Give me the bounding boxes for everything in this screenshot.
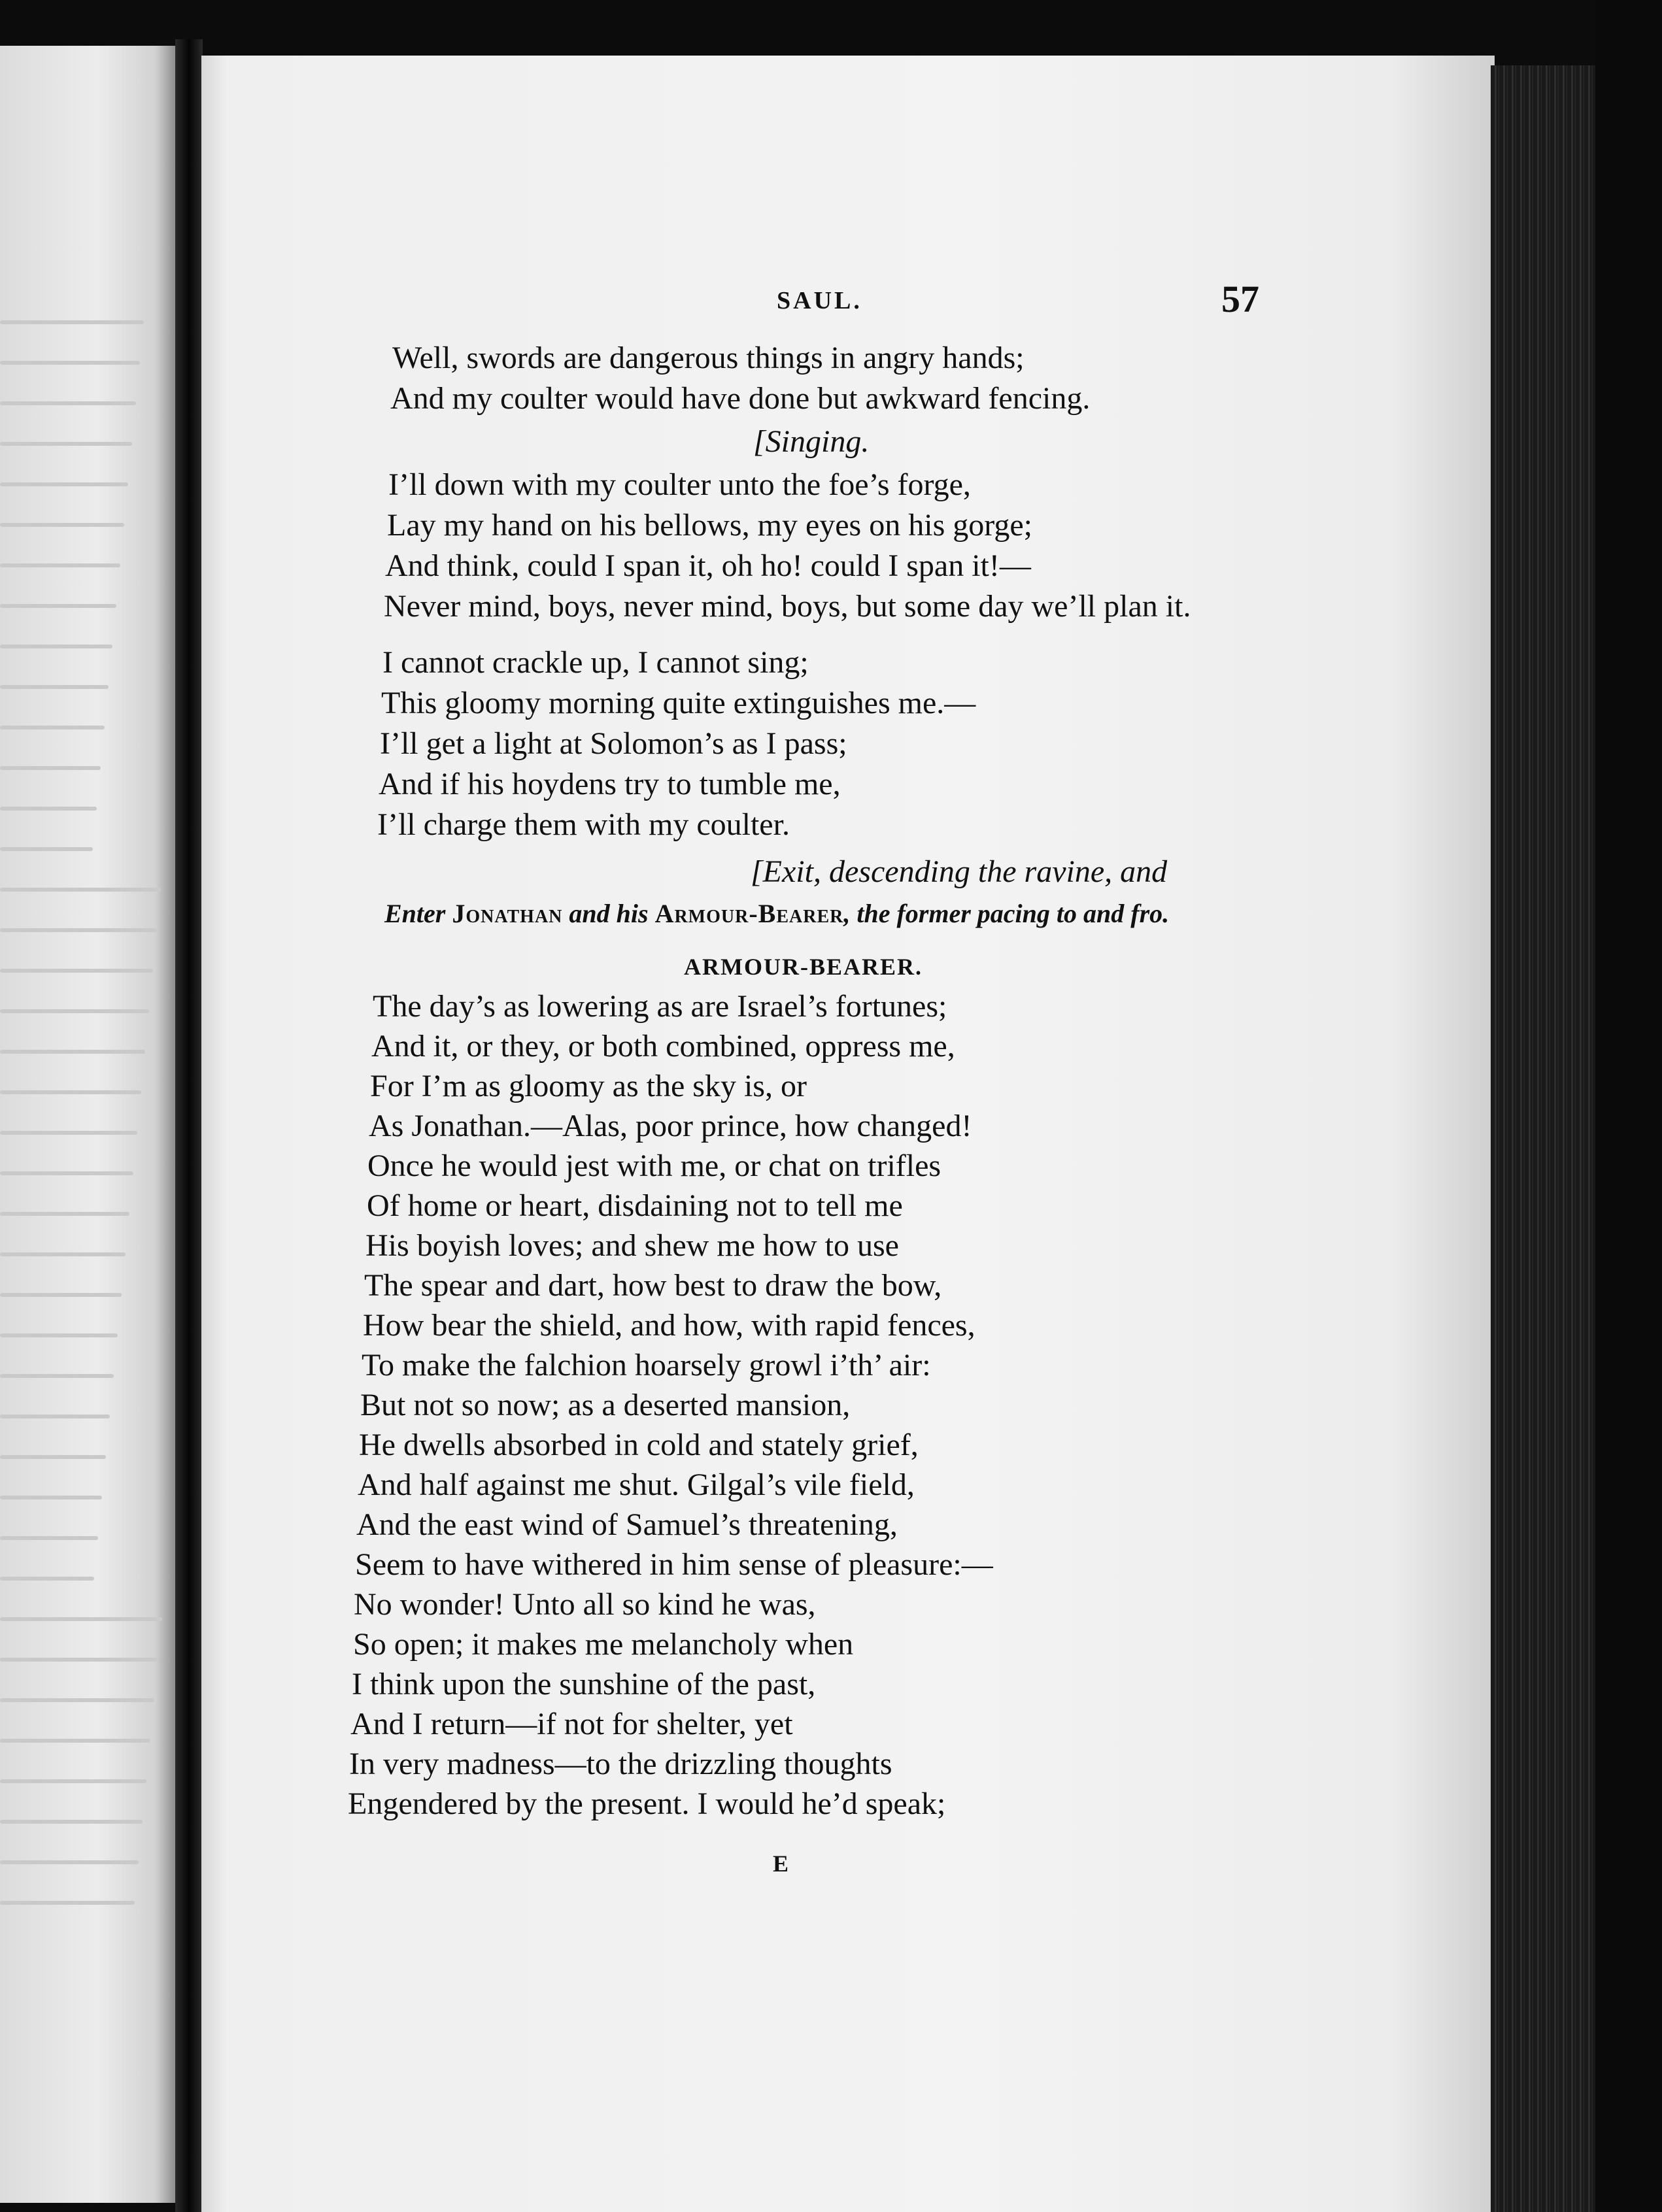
bleed-through-mark: [0, 928, 157, 932]
character-name-armour-bearer: Armour-Bearer: [654, 899, 844, 928]
speech-line: And the east wind of Samuel’s threatening,: [356, 1507, 898, 1542]
bleed-through-mark: [0, 1779, 146, 1783]
bleed-through-mark: [0, 1090, 141, 1094]
enter-text: , the former pacing to and fro.: [843, 899, 1170, 928]
bleed-through-mark: [0, 1333, 118, 1337]
bleed-through-mark: [0, 888, 161, 892]
speech-line: Engendered by the present. I would he’d speak;: [348, 1786, 946, 1821]
stage-direction-singing: [Singing.: [753, 424, 870, 459]
speech-line: His boyish loves; and shew me how to use: [365, 1228, 899, 1263]
bleed-through-mark: [0, 1171, 133, 1175]
bleed-through-mark: [0, 685, 109, 689]
bleed-through-mark: [0, 1658, 158, 1662]
bleed-through-mark: [0, 1536, 98, 1540]
bleed-through-mark: [0, 361, 140, 365]
bleed-through-mark: [0, 726, 105, 729]
left-page-bleed-through: [0, 46, 177, 2203]
bleed-through-mark: [0, 1050, 145, 1054]
stage-direction-exit: [Exit, descending the ravine, and: [751, 854, 1168, 889]
speech-line: And half against me shut. Gilgal’s vile field,: [358, 1467, 915, 1502]
bleed-through-mark: [0, 1617, 162, 1621]
speech-line: To make the falchion hoarsely growl i’th’ air:: [362, 1348, 931, 1382]
book-gutter: [175, 39, 203, 2212]
speech-line: For I’m as gloomy as the sky is, or: [370, 1069, 807, 1103]
bleed-through-mark: [0, 1820, 143, 1824]
bleed-through-mark: [0, 1860, 139, 1864]
bleed-through-mark: [0, 442, 132, 446]
song-line: Lay my hand on his bellows, my eyes on his gorge;: [387, 508, 1032, 543]
bleed-through-mark: [0, 1455, 106, 1459]
running-head: SAUL.: [777, 287, 862, 314]
bleed-through-mark: [0, 604, 116, 608]
bleed-through-mark: [0, 320, 144, 324]
speech-line: The day’s as lowering as are Israel’s fortunes;: [373, 989, 947, 1024]
speech-line: And if his hoydens try to tumble me,: [379, 767, 841, 801]
scan-background-right: [1595, 0, 1662, 2212]
speech-line: How bear the shield, and how, with rapid fences,: [363, 1308, 975, 1343]
bleed-through-mark: [0, 847, 93, 851]
speaker-heading: ARMOUR-BEARER.: [684, 954, 923, 980]
bleed-through-mark: [0, 1496, 102, 1500]
speech-line: And it, or they, or both combined, oppress me,: [371, 1029, 955, 1064]
speech-line: But not so now; as a deserted mansion,: [360, 1388, 851, 1422]
bleed-through-mark: [0, 645, 112, 648]
verse-line: Well, swords are dangerous things in angry hands;: [392, 341, 1025, 375]
bleed-through-mark: [0, 563, 120, 567]
bleed-through-mark: [0, 1415, 110, 1418]
bleed-through-mark: [0, 1901, 135, 1905]
character-name-jonathan: Jonathan: [452, 899, 563, 928]
bleed-through-mark: [0, 1009, 149, 1013]
speech-line: Seem to have withered in him sense of pleasure:—: [355, 1547, 993, 1582]
bleed-through-mark: [0, 1698, 154, 1702]
page-number: 57: [1221, 278, 1259, 320]
bleed-through-mark: [0, 969, 153, 973]
page-edges-stack: [1491, 65, 1595, 2212]
song-line: Never mind, boys, never mind, boys, but some day we’ll plan it.: [384, 589, 1191, 624]
speech-line: Once he would jest with me, or chat on trifles: [367, 1148, 941, 1183]
speech-line: And I return—if not for shelter, yet: [350, 1707, 793, 1741]
bleed-through-mark: [0, 766, 101, 770]
song-line: And think, could I span it, oh ho! could I span it!—: [385, 548, 1031, 583]
bleed-through-mark: [0, 1131, 137, 1135]
stage-direction-enter: [384, 901, 1169, 927]
bleed-through-mark: [0, 1252, 126, 1256]
speech-line: I’ll get a light at Solomon’s as I pass;: [380, 726, 847, 761]
bleed-through-mark: [0, 1374, 114, 1378]
speech-line: He dwells absorbed in cold and stately grief,: [359, 1428, 919, 1462]
speech-line: This gloomy morning quite extinguishes me.—: [381, 686, 976, 720]
bleed-through-mark: [0, 1739, 150, 1743]
speech-line: As Jonathan.—Alas, poor prince, how changed!: [369, 1109, 972, 1143]
bleed-through-mark: [0, 482, 128, 486]
enter-text: Enter: [384, 899, 452, 928]
enter-text: and his: [562, 899, 655, 928]
bleed-through-mark: [0, 807, 97, 811]
speech-line: The spear and dart, how best to draw the bow,: [364, 1268, 942, 1303]
left-page-edge: [0, 46, 177, 2203]
bleed-through-mark: [0, 401, 136, 405]
signature-mark: E: [773, 1851, 789, 1877]
song-line: I’ll down with my coulter unto the foe’s forge,: [388, 467, 971, 502]
bleed-through-mark: [0, 1212, 129, 1216]
speech-line: No wonder! Unto all so kind he was,: [354, 1587, 816, 1622]
bleed-through-mark: [0, 1577, 94, 1581]
speech-line: I think upon the sunshine of the past,: [352, 1667, 816, 1701]
bleed-through-mark: [0, 1293, 122, 1297]
verse-line: And my coulter would have done but awkward fencing.: [390, 381, 1091, 416]
bleed-through-mark: [0, 523, 124, 527]
speech-line: In very madness—to the drizzling thoughts: [349, 1747, 892, 1781]
speech-line: I’ll charge them with my coulter.: [377, 807, 790, 842]
speech-line: So open; it makes me melancholy when: [353, 1627, 854, 1662]
speech-line: Of home or heart, disdaining not to tell me: [367, 1188, 903, 1223]
speech-line: I cannot crackle up, I cannot sing;: [382, 645, 809, 680]
